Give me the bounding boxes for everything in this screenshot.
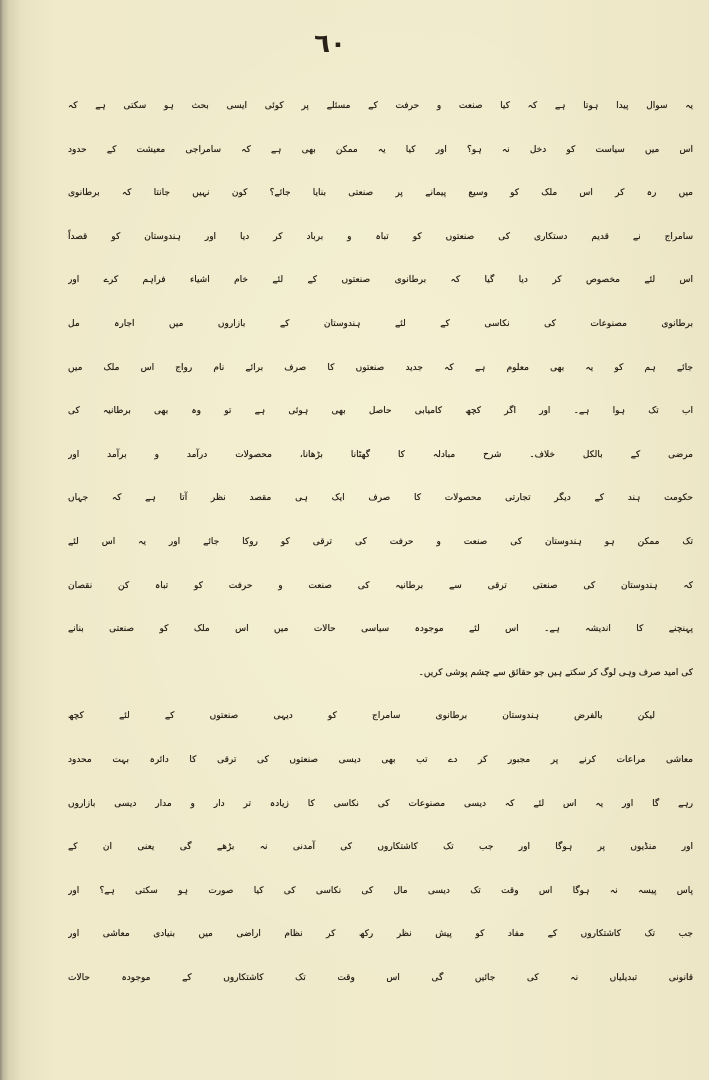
text-line: کی امید صرف وہی لوگ کر سکتے ہیں جو حقائق سے چشم پوشی کریں۔ — [418, 667, 693, 678]
text-line: جب تک کاشتکاروں کے مفاد کو پیش نظر رکھ کر نظام اراضی میں بنیادی معاشی اور — [68, 929, 693, 940]
page-body — [68, 85, 693, 1000]
text-line: اور منڈیوں پر ہوگا اور جب تک کاشتکاروں کی آمدنی نہ بڑھے گی یعنی ان کے — [68, 842, 693, 853]
text-line: رہے گا اور یہ اس لئے کہ دیسی مصنوعات کی نکاسی کا زیادہ تر دار و مدار دیسی بازاروں — [68, 798, 693, 809]
text-line: برطانوی مصنوعات کی نکاسی کے لئے ہندوستان کے بازاروں میں اجارہ مل — [68, 318, 693, 329]
text-line: اب تک ہوا ہے۔ اور اگر کچھ کامیابی حاصل بھی ہوئی ہے تو وہ بھی برطانیہ کی — [68, 406, 693, 417]
paragraph — [68, 85, 693, 695]
text-line: اس لئے مخصوص کر دیا گیا کہ برطانوی صنعتوں کے لئے خام اشیاء فراہم کرے اور — [68, 275, 693, 286]
text-line: یہ سوال پیدا ہوتا ہے کہ کیا صنعت و حرفت کے مسئلے پر کوئی ایسی بحث ہو سکتی ہے کہ — [68, 101, 693, 111]
text-line: میں رہ کر اس ملک کو وسیع پیمانے پر صنعتی بنایا جائے؟ کون نہیں جانتا کہ برطانوی — [68, 188, 693, 199]
text-line: مرضی کے بالکل خلاف۔ شرح مبادلہ کا گھٹانا بڑھانا، محصولات درآمد و برآمد اور — [68, 449, 693, 460]
text-line: کہ ہندوستان کی صنعتی ترقی سے برطانیہ کی صنعت و حرفت کو تباہ کن نقصان — [68, 580, 693, 591]
text-line: معاشی مراعات کرنے پر مجبور کر دے تب بھی دیسی صنعتوں کی ترقی کا دائرہ بہت محدود — [68, 754, 693, 765]
text-line: قانونی تبدیلیاں نہ کی جائیں گی اس وقت تک کاشتکاروں کے موجودہ حالات — [68, 972, 693, 983]
text-line: تک ممکن ہو ہندوستان کی صنعت و حرفت کی ترقی کو روکا جائے اور یہ اس لئے — [68, 536, 693, 547]
text-line: جائے ہم کو یہ بھی معلوم ہے کہ جدید صنعتوں کا صرف برائے نام رواج اس ملک میں — [68, 362, 693, 373]
text-line: حکومت ہند کے دیگر تجارتی محصولات کا صرف ایک ہی مقصد نظر آتا ہے کہ جہاں — [68, 493, 693, 504]
text-line: پاس پیسہ نہ ہوگا اس وقت تک دیسی مال کی نکاسی کی کیا صورت ہو سکتی ہے؟ اور — [68, 885, 693, 896]
text-line: سامراج نے قدیم دستکاری کی صنعتوں کو تباہ و برباد کر دیا اور ہندوستان کو قصداً — [68, 231, 693, 242]
text-line: لیکن بالفرض ہندوستان برطانوی سامراج کو دیہی صنعتوں کے لئے کچھ — [68, 711, 655, 722]
page-number: ٦٠ — [314, 29, 346, 59]
text-line: پہنچنے کا اندیشہ ہے۔ اس لئے موجودہ سیاسی حالات میں اس ملک کو صنعتی بنانے — [68, 624, 693, 635]
text-line: اس میں سیاست کو دخل نہ ہو؟ اور کیا یہ ممکن بھی ہے کہ سامراجی معیشت کے حدود — [68, 144, 693, 155]
paragraph — [68, 695, 693, 1000]
